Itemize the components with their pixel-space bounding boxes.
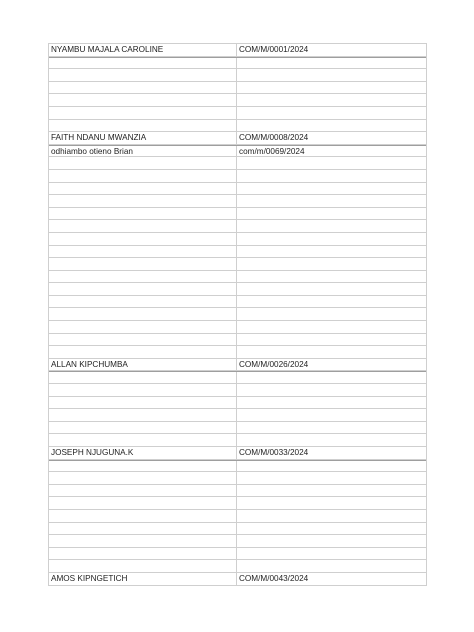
name-cell[interactable]	[49, 94, 237, 106]
name-cell[interactable]	[49, 472, 237, 484]
table-row[interactable]	[49, 271, 426, 284]
registration-number-cell[interactable]	[237, 246, 426, 258]
name-cell[interactable]	[49, 422, 237, 434]
name-cell[interactable]	[49, 170, 237, 182]
name-cell[interactable]	[49, 548, 237, 560]
registration-number-cell[interactable]	[237, 82, 426, 94]
registration-number-cell[interactable]	[237, 195, 426, 207]
table-row[interactable]	[49, 472, 426, 485]
registration-number-cell[interactable]	[237, 58, 426, 69]
table-row[interactable]	[49, 170, 426, 183]
registration-number-cell[interactable]	[237, 422, 426, 434]
registration-number-cell[interactable]	[237, 170, 426, 182]
registration-number-cell[interactable]	[237, 321, 426, 333]
registration-number-cell[interactable]	[237, 258, 426, 270]
table-row[interactable]	[49, 497, 426, 510]
name-cell[interactable]	[49, 321, 237, 333]
registration-number-cell[interactable]	[237, 434, 426, 446]
registration-number-cell[interactable]	[237, 296, 426, 308]
registration-number-cell[interactable]	[237, 560, 426, 572]
registration-number-cell[interactable]	[237, 346, 426, 358]
name-cell[interactable]	[49, 296, 237, 308]
name-cell[interactable]	[49, 82, 237, 94]
table-row[interactable]	[49, 132, 426, 145]
name-cell[interactable]	[49, 523, 237, 535]
name-cell[interactable]	[49, 220, 237, 232]
table-row[interactable]	[49, 195, 426, 208]
registration-number-cell[interactable]	[237, 183, 426, 195]
table-row[interactable]	[49, 523, 426, 536]
registration-number-cell[interactable]	[237, 94, 426, 106]
table-row[interactable]	[49, 107, 426, 120]
registration-number-cell[interactable]	[237, 283, 426, 295]
name-cell[interactable]: FAITH NDANU MWANZIA	[49, 132, 237, 144]
table-row[interactable]	[49, 220, 426, 233]
table-row[interactable]	[49, 321, 426, 334]
name-cell[interactable]	[49, 69, 237, 81]
name-cell[interactable]: AMOS KIPNGETICH	[49, 573, 237, 585]
table-row[interactable]	[49, 409, 426, 422]
table-row[interactable]	[49, 371, 426, 384]
spreadsheet-table	[48, 43, 427, 586]
name-cell[interactable]	[49, 271, 237, 283]
name-cell[interactable]	[49, 120, 237, 132]
name-cell[interactable]	[49, 372, 237, 383]
table-row[interactable]	[49, 208, 426, 221]
name-cell[interactable]	[49, 384, 237, 396]
table-row[interactable]	[49, 233, 426, 246]
registration-number-cell[interactable]	[237, 485, 426, 497]
registration-number-cell[interactable]	[237, 384, 426, 396]
table-row[interactable]	[49, 296, 426, 309]
table-row[interactable]	[49, 246, 426, 259]
registration-number-cell[interactable]	[237, 271, 426, 283]
table-row[interactable]	[49, 334, 426, 347]
registration-number-cell[interactable]	[237, 461, 426, 472]
registration-number-cell[interactable]	[237, 208, 426, 220]
registration-number-cell[interactable]	[237, 120, 426, 132]
table-row[interactable]	[49, 94, 426, 107]
name-cell[interactable]	[49, 334, 237, 346]
name-cell[interactable]	[49, 233, 237, 245]
registration-number-cell[interactable]	[237, 220, 426, 232]
table-row[interactable]	[49, 434, 426, 447]
registration-number-cell[interactable]	[237, 157, 426, 169]
name-cell[interactable]: JOSEPH NJUGUNA.K	[49, 447, 237, 459]
name-cell[interactable]	[49, 208, 237, 220]
name-cell[interactable]	[49, 107, 237, 119]
table-row[interactable]	[49, 44, 426, 57]
table-row[interactable]	[49, 57, 426, 70]
registration-number-cell[interactable]	[237, 69, 426, 81]
registration-number-cell[interactable]	[237, 397, 426, 409]
registration-number-cell[interactable]: com/m/0069/2024	[239, 146, 305, 156]
registration-number-cell[interactable]: COM/M/0001/2024	[239, 45, 309, 54]
registration-number-cell[interactable]	[237, 372, 426, 383]
name-cell[interactable]	[49, 258, 237, 270]
table-row[interactable]	[49, 510, 426, 523]
name-cell[interactable]	[49, 560, 237, 572]
registration-number-cell[interactable]	[237, 107, 426, 119]
name-cell[interactable]	[49, 183, 237, 195]
table-row[interactable]	[49, 308, 426, 321]
name-cell[interactable]	[49, 157, 237, 169]
name-cell[interactable]	[49, 397, 237, 409]
table-row[interactable]	[49, 384, 426, 397]
registration-number-cell[interactable]: COM/M/0026/2024	[239, 359, 309, 369]
table-row[interactable]	[49, 145, 426, 158]
name-cell[interactable]: NYAMBU MAJALA CAROLINE	[49, 44, 237, 56]
name-cell[interactable]	[49, 346, 237, 358]
registration-number-cell[interactable]	[237, 510, 426, 522]
registration-number-cell[interactable]	[237, 548, 426, 560]
table-row[interactable]	[49, 535, 426, 548]
table-row[interactable]	[49, 120, 426, 133]
table-row[interactable]	[49, 422, 426, 435]
name-cell[interactable]	[49, 283, 237, 295]
name-cell[interactable]	[49, 434, 237, 446]
registration-number-cell[interactable]	[237, 233, 426, 245]
name-cell[interactable]	[49, 409, 237, 421]
name-cell[interactable]	[49, 535, 237, 547]
name-cell[interactable]	[49, 510, 237, 522]
registration-number-cell[interactable]	[237, 409, 426, 421]
registration-number-cell[interactable]: COM/M/0033/2024	[239, 448, 309, 457]
table-row[interactable]	[49, 485, 426, 498]
registration-number-cell[interactable]	[237, 472, 426, 484]
name-cell[interactable]: odhiambo otieno Brian	[49, 146, 237, 157]
registration-number-cell[interactable]	[237, 308, 426, 320]
table-row[interactable]	[49, 359, 426, 372]
table-row[interactable]	[49, 346, 426, 359]
table-row[interactable]	[49, 183, 426, 196]
registration-number-cell[interactable]: COM/M/0043/2024	[239, 573, 309, 583]
registration-number-cell[interactable]	[237, 334, 426, 346]
table-row[interactable]	[49, 573, 426, 586]
name-cell[interactable]	[49, 497, 237, 509]
table-row[interactable]	[49, 258, 426, 271]
table-row[interactable]	[49, 82, 426, 95]
table-row[interactable]	[49, 69, 426, 82]
name-cell[interactable]	[49, 308, 237, 320]
table-row[interactable]	[49, 460, 426, 473]
table-row[interactable]	[49, 157, 426, 170]
registration-number-cell[interactable]	[237, 535, 426, 547]
table-row[interactable]	[49, 283, 426, 296]
name-cell[interactable]	[49, 461, 237, 472]
table-row[interactable]	[49, 447, 426, 460]
table-row[interactable]	[49, 397, 426, 410]
name-cell[interactable]	[49, 246, 237, 258]
name-cell[interactable]	[49, 58, 237, 69]
name-cell[interactable]	[49, 195, 237, 207]
registration-number-cell[interactable]	[237, 523, 426, 535]
registration-number-cell[interactable]: COM/M/0008/2024	[239, 133, 309, 143]
name-cell[interactable]	[49, 485, 237, 497]
registration-number-cell[interactable]	[237, 497, 426, 509]
name-cell[interactable]: ALLAN KIPCHUMBA	[49, 359, 237, 371]
table-row[interactable]	[49, 548, 426, 561]
table-row[interactable]	[49, 560, 426, 573]
